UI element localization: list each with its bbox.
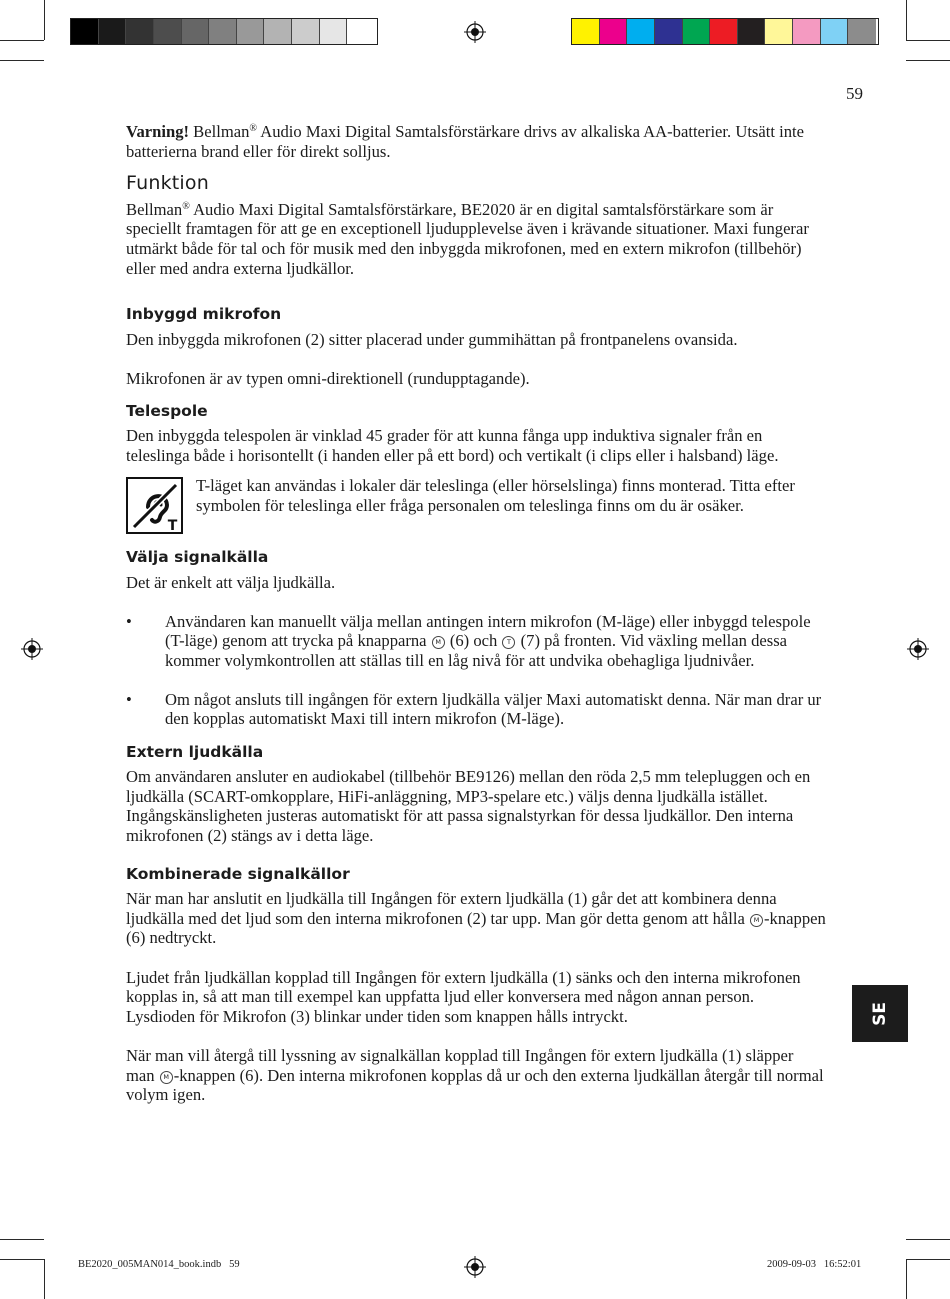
funktion-text: Bellman bbox=[126, 199, 183, 219]
color-swatch bbox=[655, 19, 683, 44]
extern-paragraph: Om användaren ansluter en audiokabel (tillbehör BE9126) mellan den röda 2,5 mm telepluggen och en ljudkälla (SCART-omkopplare, HiFi-anläggning, MP3-spelare etc.) väljs denna ljudkälla istället. Ingångskänsligheten justeras automatiskt för att passa signalstyrkan för dessa ljudkällor. Den interna mikrofonen (2) stängs av i detta läge. bbox=[126, 767, 811, 846]
crop-mark bbox=[906, 40, 950, 41]
warning-text: Audio Maxi Digital Samtalsförstärkare drivs av alkaliska AA-batterier. Utsätt inte batterierna brand eller för direkt solljus. bbox=[126, 122, 805, 161]
heading-telespole: Telespole bbox=[126, 401, 208, 420]
footer-date-slug: 2009-09-03 16:52:01 bbox=[767, 1259, 862, 1270]
heading-kombinerade-signalkallor: Kombinerade signalkällor bbox=[126, 864, 350, 883]
page-body bbox=[126, 122, 826, 1105]
crop-mark bbox=[44, 1259, 45, 1299]
section-valja-signalkalla bbox=[126, 548, 826, 729]
registration-mark-icon bbox=[464, 1256, 486, 1278]
registration-mark-icon bbox=[907, 638, 929, 660]
section-extern-ljudkalla bbox=[126, 743, 826, 846]
color-swatch bbox=[182, 19, 210, 44]
m-button-icon: M bbox=[432, 636, 445, 649]
list-item bbox=[126, 690, 826, 729]
paragraph-text: -knappen (6). Den interna mikrofonen kopplas då ur och den externa ljudkällan återgår till normal volym igen. bbox=[126, 1065, 824, 1105]
crop-mark bbox=[0, 1259, 44, 1260]
color-swatch bbox=[765, 19, 793, 44]
paragraph-text: När man har anslutit en ljudkälla till Ingången för extern ljudkälla (1) går det att kombinera denna ljudkälla med det ljud som den interna mikrofonen (2) tar upp. Man gör detta genom att hålla bbox=[126, 889, 777, 928]
color-swatch bbox=[683, 19, 711, 44]
crop-mark bbox=[906, 0, 907, 40]
paragraph-text: -knappen (6) nedtryckt. bbox=[126, 908, 826, 948]
color-swatch bbox=[99, 19, 127, 44]
language-tab-label: SE bbox=[869, 1001, 890, 1026]
m-button-icon: M bbox=[160, 1071, 173, 1084]
list-item-text: Användaren kan manuellt välja mellan antingen intern mikrofon (M-läge) eller inbyggd telespole (T-läge) genom att trycka på knapparna bbox=[165, 611, 811, 651]
bullet: • bbox=[126, 689, 132, 709]
crop-mark bbox=[906, 1259, 907, 1299]
color-swatch bbox=[71, 19, 99, 44]
crop-mark bbox=[0, 40, 44, 41]
color-swatch bbox=[738, 19, 766, 44]
color-swatch bbox=[793, 19, 821, 44]
section-kombinerade-signalkallor bbox=[126, 865, 826, 1105]
color-swatch bbox=[209, 19, 237, 44]
list-item-text: (6) och bbox=[445, 631, 502, 651]
crop-mark bbox=[906, 1239, 950, 1240]
kombinerade-paragraph-2: Ljudet från ljudkällan kopplad till Ingången för extern ljudkälla (1) sänks och den interna mikrofonen kopplas in, så att man till exempel kan uppfatta ljud eller konversera med någon annan person. Lysdioden för Mikrofon (3) blinkar under tiden som knappen hålls intryckt. bbox=[126, 967, 801, 1026]
color-swatch bbox=[821, 19, 849, 44]
registration-mark-icon bbox=[21, 638, 43, 660]
heading-extern-ljudkalla: Extern ljudkälla bbox=[126, 742, 264, 761]
hearing-loop-letter: T bbox=[167, 518, 178, 535]
grayscale-color-bar bbox=[70, 18, 378, 45]
process-color-bar bbox=[571, 18, 879, 45]
color-swatch bbox=[237, 19, 265, 44]
section-telespole bbox=[126, 402, 826, 535]
registered-mark: ® bbox=[249, 123, 257, 134]
valja-paragraph: Det är enkelt att välja ljudkälla. bbox=[126, 572, 336, 592]
m-button-icon: M bbox=[750, 914, 763, 927]
funktion-paragraph bbox=[126, 200, 826, 278]
color-swatch bbox=[848, 19, 876, 44]
crop-mark bbox=[0, 1239, 44, 1240]
color-swatch bbox=[154, 19, 182, 44]
color-swatch bbox=[710, 19, 738, 44]
bullet: • bbox=[126, 611, 132, 631]
registration-mark-icon bbox=[464, 21, 486, 43]
footer-file-slug: BE2020_005MAN014_book.indb 59 bbox=[78, 1259, 240, 1270]
color-swatch bbox=[126, 19, 154, 44]
telespole-paragraph: Den inbyggda telespolen är vinklad 45 grader för att kunna fånga upp induktiva signaler från en teleslinga både i horisontellt (i handen eller på ett bord) och vertikalt (i clips eller i halsband) läge. bbox=[126, 426, 779, 465]
list-item-text: (7) på fronten. Vid växling mellan dessa kommer volymkontrollen att ställas till en låg nivå för att undvika obehagliga ljudnivåer. bbox=[165, 631, 788, 670]
crop-mark bbox=[0, 60, 44, 61]
color-swatch bbox=[347, 19, 375, 44]
heading-funktion: Funktion bbox=[126, 172, 209, 195]
heading-valja-signalkalla: Välja signalkälla bbox=[126, 548, 269, 567]
color-swatch bbox=[320, 19, 348, 44]
list-item bbox=[126, 612, 826, 671]
list-item-text: Om något ansluts till ingången för extern ljudkälla väljer Maxi automatiskt denna. När man drar ur den kopplas automatiskt Maxi till intern mikrofon (M-läge). bbox=[165, 689, 822, 729]
section-inbyggd-mikrofon bbox=[126, 305, 826, 388]
telecoil-note-text: T-läget kan användas i lokaler där teleslinga (eller hörselslinga) finns monterad. Titta efter symbolen för teleslinga eller fråga personalen om teleslinga finns om du är osäker. bbox=[196, 476, 795, 515]
color-swatch bbox=[572, 19, 600, 44]
color-swatch bbox=[292, 19, 320, 44]
inbyggd-paragraph-1: Den inbyggda mikrofonen (2) sitter placerad under gummihättan på frontpanelens ovansida. bbox=[126, 329, 738, 349]
kombinerade-paragraph-3 bbox=[126, 1046, 826, 1105]
language-tab bbox=[852, 985, 908, 1042]
color-swatch bbox=[600, 19, 628, 44]
warning-paragraph bbox=[126, 122, 826, 161]
warning-label: Varning! bbox=[126, 122, 190, 141]
kombinerade-paragraph-1 bbox=[126, 889, 826, 948]
warning-text: Bellman bbox=[189, 122, 250, 141]
crop-mark bbox=[906, 60, 950, 61]
color-swatch bbox=[264, 19, 292, 44]
color-swatch bbox=[627, 19, 655, 44]
signal-source-list bbox=[126, 612, 826, 730]
inbyggd-paragraph-2: Mikrofonen är av typen omni-direktionell (rundupptagande). bbox=[126, 368, 530, 388]
hearing-loop-icon bbox=[126, 477, 183, 534]
paragraph-text: När man vill återgå till lyssning av signalkällan kopplad till Ingången för extern ljudkälla (1) släpper man bbox=[126, 1045, 794, 1085]
funktion-text: Audio Maxi Digital Samtalsförstärkare, BE2020 är en digital samtalsförstärkare som är speciellt framtagen för att ge en exceptionell ljudupplevelse även i krävande situationer. Maxi fungerar utmärkt både för tal och för musik med den inbyggda mikrofonen, med en extern mikrofon (tillbehör) eller med andra externa ljudkällor. bbox=[126, 199, 809, 278]
t-button-icon: T bbox=[502, 636, 515, 649]
crop-mark bbox=[906, 1259, 950, 1260]
telecoil-note bbox=[126, 476, 826, 534]
page-number: 59 bbox=[846, 84, 863, 103]
crop-mark bbox=[44, 0, 45, 40]
registered-mark: ® bbox=[182, 200, 190, 212]
heading-inbyggd-mikrofon: Inbyggd mikrofon bbox=[126, 305, 282, 324]
